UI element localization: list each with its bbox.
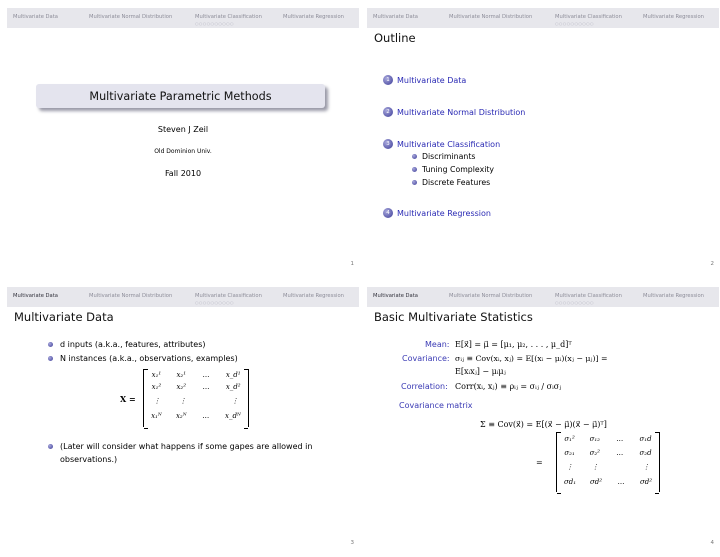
nav-regression[interactable]: Multivariate Regression xyxy=(643,14,704,20)
bullet-later xyxy=(60,442,312,451)
nav-classification[interactable]: Multivariate Classification xyxy=(195,293,262,299)
bullet-text: N instances (a.k.a., observations, examples) xyxy=(60,354,238,363)
nav-multivariate-data[interactable]: Multivariate Data xyxy=(13,293,58,299)
toc-section-3[interactable] xyxy=(386,140,501,149)
matrix-cell: σd² xyxy=(639,478,653,486)
nav-progress-dots: ○○○○○○○○○○ xyxy=(555,300,594,305)
bullet-icon xyxy=(48,356,53,361)
institution: Old Dominion Univ. xyxy=(154,148,212,155)
nav-normal-distribution[interactable]: Multivariate Normal Distribution xyxy=(449,293,533,299)
nav-regression[interactable]: Multivariate Regression xyxy=(283,14,344,20)
nav-progress-dots: ○○○○○○○○○○ xyxy=(195,21,234,26)
matrix-row xyxy=(557,435,659,443)
nav-progress-dots: ○○○○○○○○○○ xyxy=(195,300,234,305)
nav-regression[interactable]: Multivariate Regression xyxy=(283,293,344,299)
nav-multivariate-data[interactable]: Multivariate Data xyxy=(373,293,418,299)
toc-section-label: Multivariate Classification xyxy=(397,140,501,149)
matrix-cell: σ₁d xyxy=(639,435,652,443)
slide-4 xyxy=(367,287,719,552)
matrix-cell: … xyxy=(616,435,624,443)
toc-subsection-discrete[interactable] xyxy=(422,178,490,187)
sigma-equation: Σ ≡ Cov(x⃗) = E[(x⃗ − μ⃗)(x⃗ − μ⃗)ᵀ] xyxy=(480,420,607,429)
section-number-icon: 2 xyxy=(383,107,393,117)
matrix-cell: σd² xyxy=(589,478,603,486)
toc-section-label: Multivariate Data xyxy=(397,76,467,85)
matrix-cell: ⋮ xyxy=(591,463,599,471)
matrix-cell: σ₂² xyxy=(589,449,600,457)
matrix-cell: x_d¹ xyxy=(225,371,241,379)
toc-section-4[interactable] xyxy=(386,209,491,218)
section-number-icon: 4 xyxy=(383,208,393,218)
mean-equation: E[x⃗] = μ⃗ = [μ₁, μ₂, . . . , μ_d]ᵀ xyxy=(455,340,572,349)
nav-classification[interactable]: Multivariate Classification xyxy=(555,14,622,20)
toc-section-1[interactable] xyxy=(386,76,467,85)
bullet-text: (Later will consider what happens if some gapes are allowed in xyxy=(60,442,313,451)
matrix-row xyxy=(557,449,659,457)
matrix-label: X = xyxy=(120,394,136,404)
presentation-title: Multivariate Parametric Methods xyxy=(89,90,272,103)
toc-subsection-label: Discrete Features xyxy=(422,178,491,187)
covariance-matrix xyxy=(556,432,660,492)
correlation-label: Correlation: xyxy=(401,382,448,391)
sigma-equals: = xyxy=(536,458,543,467)
matrix-cell: σ₂d xyxy=(639,449,652,457)
nav-multivariate-data[interactable]: Multivariate Data xyxy=(13,14,58,20)
nav-multivariate-data[interactable]: Multivariate Data xyxy=(373,14,418,20)
matrix-row xyxy=(557,478,659,486)
matrix-cell: ⋮ xyxy=(642,463,650,471)
toc-subsection-discriminants[interactable] xyxy=(422,152,475,161)
bullet-icon xyxy=(48,444,53,449)
matrix-cell: x₂ᴺ xyxy=(175,412,187,420)
matrix-cell: … xyxy=(202,412,210,420)
nav-normal-distribution[interactable]: Multivariate Normal Distribution xyxy=(89,14,173,20)
covariance-label: Covariance: xyxy=(402,354,450,363)
matrix-cell: σ₂₁ xyxy=(564,449,575,457)
matrix-cell: x₁¹ xyxy=(151,371,162,379)
matrix-cell xyxy=(616,463,626,471)
matrix-cell: … xyxy=(202,383,210,391)
covariance-equation-cont: E[xᵢxⱼ] − μᵢμⱼ xyxy=(455,367,506,376)
matrix-cell: … xyxy=(202,371,210,379)
nav-bar xyxy=(367,287,719,307)
data-matrix xyxy=(143,369,249,427)
matrix-cell: x₁ᴺ xyxy=(151,412,162,420)
matrix-cell: σ₁² xyxy=(564,435,575,443)
matrix-row xyxy=(144,412,248,420)
matrix-cell: ⋮ xyxy=(153,397,161,405)
bullet-icon xyxy=(48,342,53,347)
matrix-cell: x_d² xyxy=(225,383,241,391)
matrix-cell: σ₁₂ xyxy=(589,435,600,443)
nav-bar xyxy=(367,8,719,28)
nav-normal-distribution[interactable]: Multivariate Normal Distribution xyxy=(449,14,533,20)
bullet-icon xyxy=(412,180,417,185)
matrix-cell: x₂¹ xyxy=(176,371,186,379)
correlation-equation: Corr(xᵢ, xⱼ) ≡ ρᵢⱼ = σᵢⱼ / σᵢσⱼ xyxy=(455,382,562,391)
page-number: 3 xyxy=(350,540,354,546)
nav-progress-dots: ○○○○○○○○○○ xyxy=(555,21,594,26)
title-box xyxy=(36,84,325,108)
matrix-cell: ⋮ xyxy=(179,397,187,405)
matrix-cell: σd₁ xyxy=(563,478,577,486)
bullet-text: d inputs (a.k.a., features, attributes) xyxy=(60,340,206,349)
mean-label: Mean: xyxy=(425,340,450,349)
covariance-matrix-label: Covariance matrix xyxy=(399,401,473,410)
nav-classification[interactable]: Multivariate Classification xyxy=(555,293,622,299)
matrix-cell: x_dᴺ xyxy=(225,412,241,420)
frame-title: Basic Multivariate Statistics xyxy=(374,310,533,324)
matrix-cell: x₂² xyxy=(176,383,186,391)
covariance-equation: σᵢⱼ ≡ Cov(xᵢ, xⱼ) = E[(xᵢ − μᵢ)(xⱼ − μⱼ)] = xyxy=(455,354,608,363)
nav-normal-distribution[interactable]: Multivariate Normal Distribution xyxy=(89,293,173,299)
page-number: 2 xyxy=(710,261,714,267)
bullet-later-cont: observations.) xyxy=(60,455,118,464)
matrix-row xyxy=(144,371,248,379)
page-number: 4 xyxy=(710,540,714,546)
matrix-cell: … xyxy=(616,449,624,457)
section-number-icon: 3 xyxy=(383,139,393,149)
nav-regression[interactable]: Multivariate Regression xyxy=(643,293,704,299)
slide-2 xyxy=(367,8,719,273)
frame-title: Outline xyxy=(374,31,416,45)
bullet-icon xyxy=(412,154,417,159)
slide-1 xyxy=(7,8,359,273)
slide-3 xyxy=(7,287,359,552)
toc-subsection-tuning[interactable] xyxy=(422,165,494,174)
matrix-row xyxy=(144,383,248,391)
matrix-row xyxy=(144,397,248,405)
toc-section-2[interactable] xyxy=(386,108,526,117)
toc-subsection-label: Discriminants xyxy=(422,152,476,161)
matrix-cell: ⋮ xyxy=(231,397,239,405)
section-number-icon: 1 xyxy=(383,75,393,85)
matrix-cell: … xyxy=(617,478,625,486)
date: Fall 2010 xyxy=(164,169,202,178)
matrix-cell xyxy=(204,397,214,405)
toc-subsection-label: Tuning Complexity xyxy=(422,165,495,174)
nav-bar xyxy=(7,287,359,307)
frame-title: Multivariate Data xyxy=(14,310,114,324)
toc-section-label: Multivariate Regression xyxy=(397,209,491,218)
nav-classification[interactable]: Multivariate Classification xyxy=(195,14,262,20)
page-number: 1 xyxy=(350,261,354,267)
bullet-inputs xyxy=(60,340,206,349)
matrix-row xyxy=(557,463,659,471)
bullet-icon xyxy=(412,167,417,172)
nav-bar xyxy=(7,8,359,28)
matrix-cell: ⋮ xyxy=(566,463,574,471)
bullet-instances xyxy=(60,354,238,363)
matrix-cell: x₁² xyxy=(151,383,162,391)
toc-section-label: Multivariate Normal Distribution xyxy=(397,108,526,117)
author: Steven J Zeil xyxy=(157,125,209,134)
